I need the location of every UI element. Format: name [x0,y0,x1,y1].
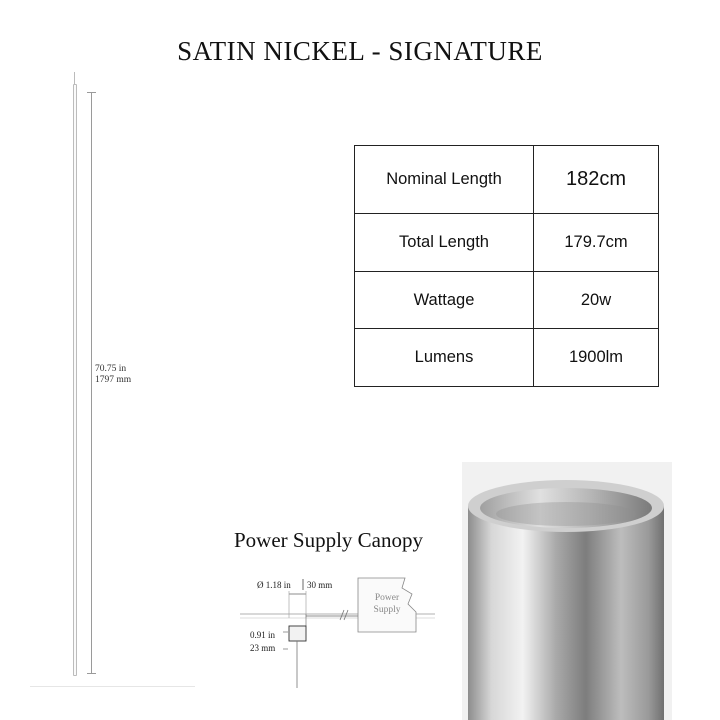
dimension-length-mm: 1797 mm [95,375,132,385]
canopy-title: Power Supply Canopy [234,528,423,552]
canopy-drawing [240,560,440,690]
table-row [355,271,659,329]
fixture-rod [73,84,77,676]
canopy-height-in: 0.91 in [250,630,276,640]
finish-sample-photo [462,462,672,720]
canopy-diameter-mm: 30 mm [307,580,333,590]
spec-label: Wattage [355,271,534,329]
spec-label: Total Length [355,214,534,272]
spec-table [354,145,659,387]
spec-value: 1900lm [534,329,659,387]
spec-value: 182cm [534,146,659,214]
spec-label: Lumens [355,329,534,387]
dimension-tick-top [87,92,96,93]
table-row [355,329,659,387]
floor-line [30,686,195,687]
canopy-height-mm: 23 mm [250,643,276,653]
page-title: SATIN NICKEL - SIGNATURE [177,36,543,66]
canopy-diameter-in: Ø 1.18 in [257,580,291,590]
spec-label: Nominal Length [355,146,534,214]
table-row [355,214,659,272]
power-supply-label-line1: Power [374,593,400,603]
dimension-length-in: 70.75 in [95,364,127,374]
dimension-tick-bottom [87,673,96,674]
spec-value: 179.7cm [534,214,659,272]
power-supply-label-line2: Supply [373,605,401,615]
table-row [355,146,659,214]
dimension-line [91,92,92,674]
spec-value: 20w [534,271,659,329]
